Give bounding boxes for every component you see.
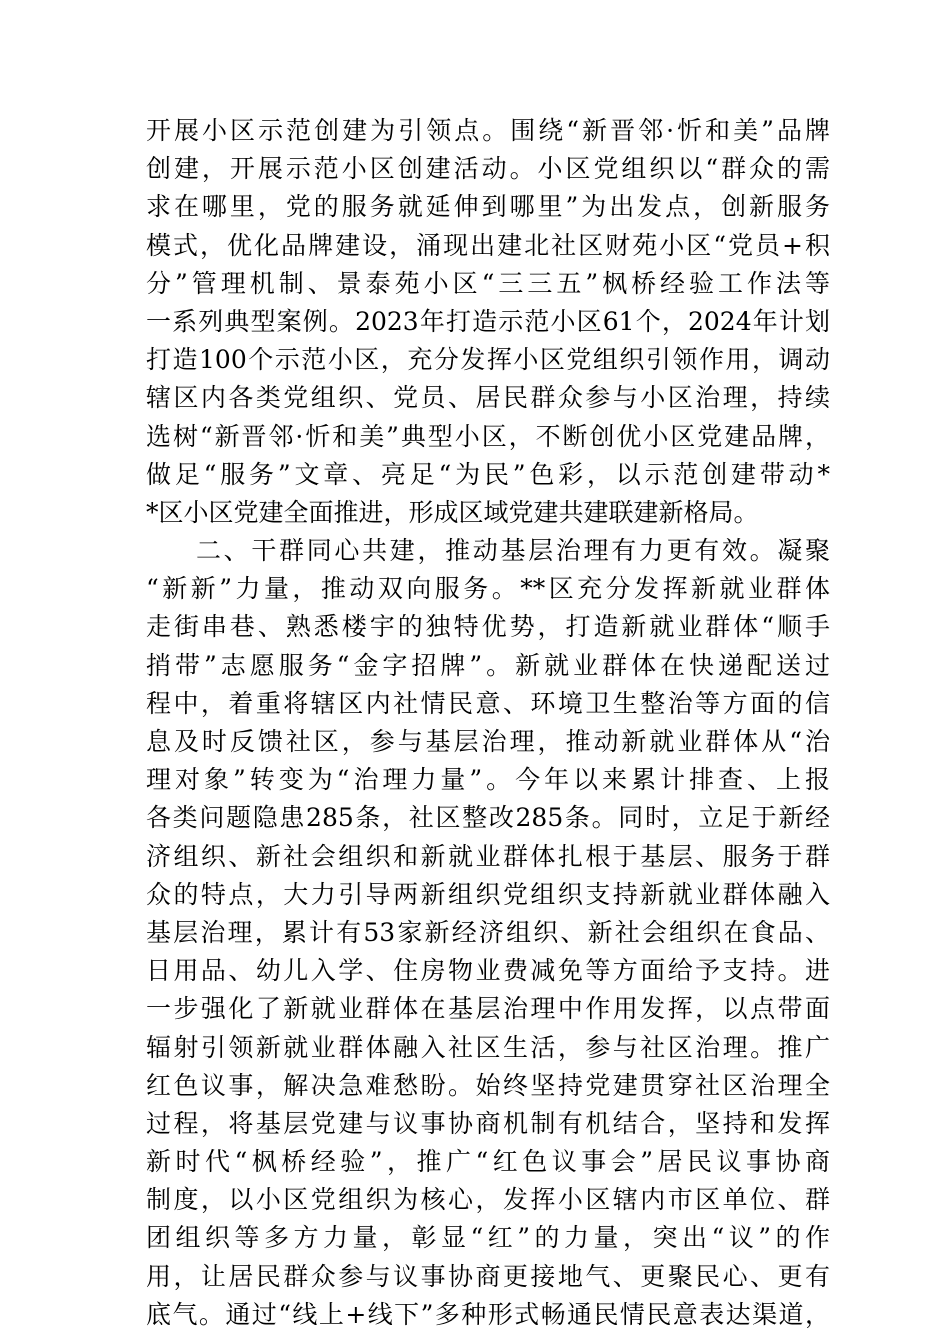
text-line: 各类问题隐患285条，社区整改285条。同时，立足于新经 (146, 803, 830, 833)
text-line: “新新”力量，推动双向服务。**区充分发挥新就业群体 (146, 574, 830, 604)
text-line: 息及时反馈社区，参与基层治理，推动新就业群体从“治 (146, 727, 830, 756)
text-line: 底气。通过“线上+线下”多种形式畅通民情民意表达渠道， (146, 1299, 830, 1329)
text-line: 求在哪里，党的服务就延伸到哪里”为出发点，创新服务 (146, 192, 830, 222)
text-line: 基层治理，累计有53家新经济组织、新社会组织在食品、 (146, 917, 830, 947)
text-line: 一系列典型案例。2023年打造示范小区61个，2024年计划 (146, 306, 830, 336)
text-line: 制度，以小区党组织为核心，发挥小区辖内市区单位、群 (146, 1185, 830, 1215)
text-line: 选树“新晋邻·忻和美”典型小区，不断创优小区党建品牌， (146, 421, 830, 451)
text-line: 做足“服务”文章、亮足“为民”色彩，以示范创建带动* (146, 459, 830, 489)
section-heading-line: 二、干群同心共建，推动基层治理有力更有效。凝聚 (196, 536, 830, 566)
text-line: 创建，开展示范小区创建活动。小区党组织以“群众的需 (146, 154, 830, 184)
text-line: 理对象”转变为“治理力量”。今年以来累计排查、上报 (146, 765, 830, 795)
text-line: 一步强化了新就业群体在基层治理中作用发挥，以点带面 (146, 994, 830, 1024)
text-line: *区小区党建全面推进，形成区域党建共建联建新格局。 (146, 497, 759, 527)
body-text (146, 112, 830, 1334)
text-line: 日用品、幼儿入学、住房物业费减免等方面给予支持。进 (146, 956, 830, 986)
text-line: 程中，着重将辖区内社情民意、环境卫生整治等方面的信 (146, 688, 830, 718)
text-line: 捎带”志愿服务“金字招牌”。新就业群体在快递配送过 (146, 650, 830, 680)
text-line: 分”管理机制、景泰苑小区“三三五”枫桥经验工作法等 (146, 268, 830, 298)
text-line: 济组织、新社会组织和新就业群体扎根于基层、服务于群 (146, 841, 830, 871)
text-line: 打造100个示范小区，充分发挥小区党组织引领作用，调动 (146, 345, 830, 375)
text-line: 团组织等多方力量，彰显“红”的力量，突出“议”的作 (146, 1223, 830, 1253)
text-line: 用，让居民群众参与议事协商更接地气、更聚民心、更有 (146, 1261, 830, 1291)
text-line: 新时代“枫桥经验”，推广“红色议事会”居民议事协商 (146, 1147, 830, 1177)
text-line: 开展小区示范创建为引领点。围绕“新晋邻·忻和美”品牌 (146, 116, 830, 145)
text-line: 走街串巷、熟悉楼宇的独特优势，打造新就业群体“顺手 (146, 612, 830, 642)
text-line: 过程，将基层党建与议事协商机制有机结合，坚持和发挥 (146, 1108, 830, 1138)
text-line: 辖区内各类党组织、党员、居民群众参与小区治理，持续 (146, 383, 830, 413)
text-line: 众的特点，大力引导两新组织党组织支持新就业群体融入 (146, 879, 830, 909)
text-line: 红色议事，解决急难愁盼。始终坚持党建贯穿社区治理全 (146, 1070, 830, 1100)
text-line: 辐射引领新就业群体融入社区生活，参与社区治理。推广 (146, 1032, 830, 1062)
text-line: 模式，优化品牌建设，涌现出建北社区财苑小区“党员+积 (146, 230, 830, 260)
